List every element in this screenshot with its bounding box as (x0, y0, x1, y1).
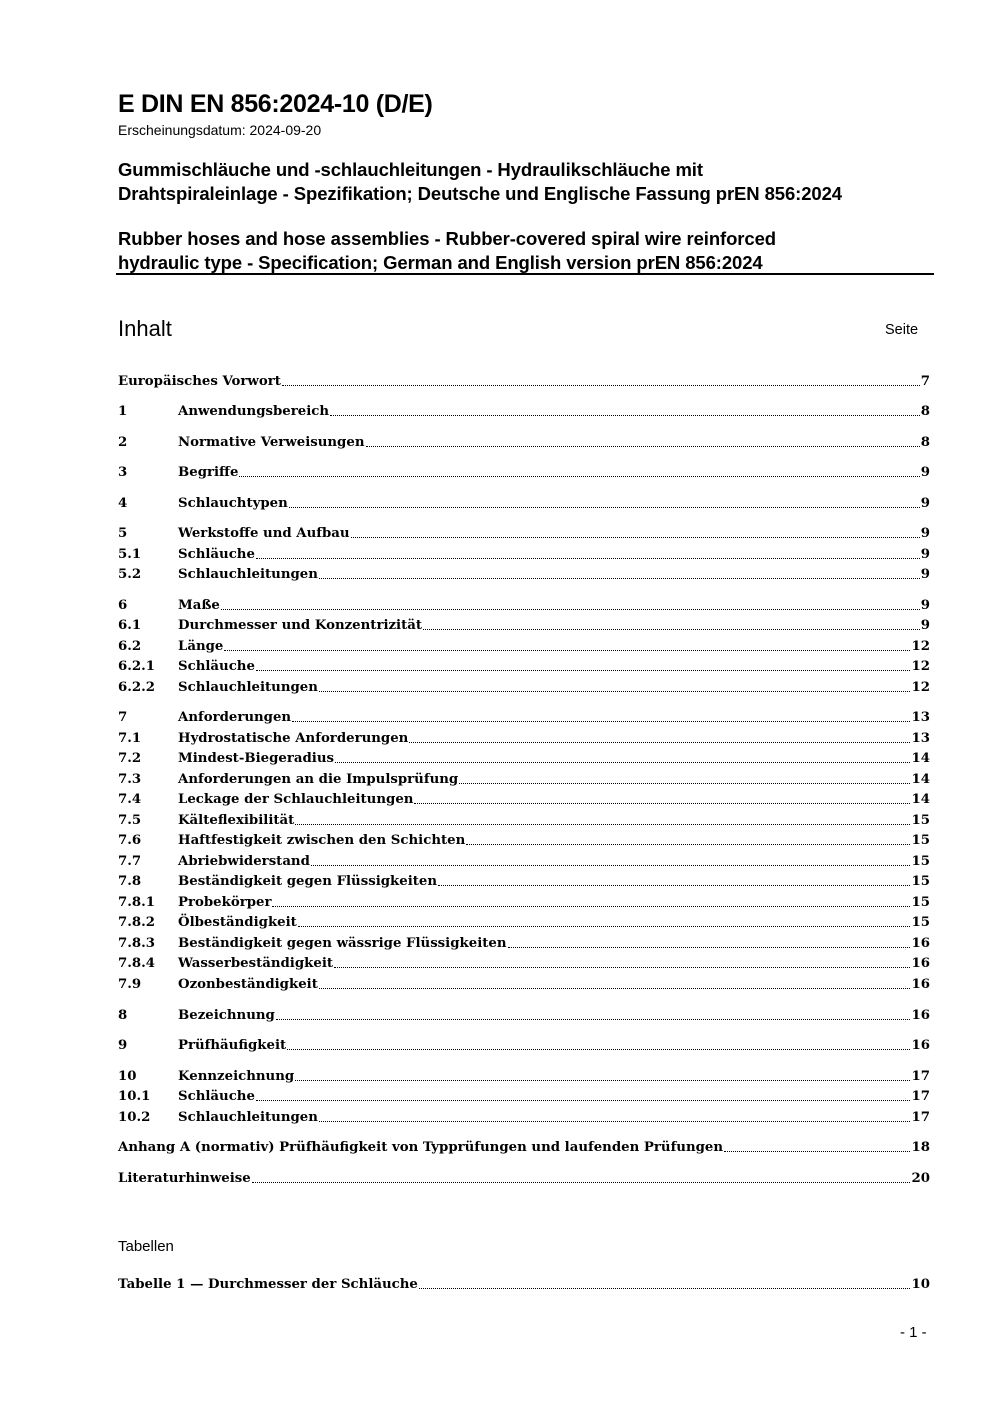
toc-entry-number: 6.2 (118, 639, 142, 654)
toc-entry-page: 16 (911, 956, 930, 971)
table-list-entry[interactable] (118, 1275, 930, 1294)
toc-entry-page: 7 (920, 374, 930, 389)
toc-entry-page: 9 (920, 618, 930, 633)
toc-entry-page: 9 (920, 547, 930, 562)
toc-entry-page: 9 (920, 465, 930, 480)
toc-entry-title: Normative Verweisungen (178, 435, 365, 450)
toc-entry-title: Hydrostatische Anforderungen (178, 731, 409, 746)
toc-dot-leader (272, 905, 910, 907)
toc-entry-number: 7.8.4 (118, 956, 156, 971)
toc-entry-number: 7.6 (118, 833, 142, 848)
toc-entry[interactable] (118, 954, 930, 973)
toc-entry-number: 7.8 (118, 874, 142, 889)
toc-dot-leader (319, 1120, 911, 1122)
toc-entry-number: 10.1 (118, 1089, 151, 1104)
toc-entry-number: 10.2 (118, 1110, 151, 1125)
toc-dot-leader (319, 577, 920, 579)
toc-dot-leader (414, 802, 910, 804)
toc-entry[interactable] (118, 463, 930, 482)
toc-dot-leader (419, 1287, 911, 1289)
toc-entry-number: 7.8.3 (118, 936, 156, 951)
toc-entry-number: 7.5 (118, 813, 142, 828)
toc-entry-title: Wasserbeständigkeit (178, 956, 334, 971)
toc-entry[interactable] (118, 893, 930, 912)
toc-entry[interactable] (118, 852, 930, 871)
toc-entry-title: Schlauchleitungen (178, 680, 318, 695)
toc-entry[interactable] (118, 1138, 930, 1157)
toc-entry-title: Schlauchleitungen (178, 567, 318, 582)
toc-dot-leader (438, 884, 910, 886)
toc-dot-leader (724, 1150, 910, 1152)
toc-dot-leader (276, 1018, 911, 1020)
title-de-line-2: Drahtspiraleinlage - Spezifikation; Deutsche und Englische Fassung prEN 856:2024 (118, 183, 842, 204)
toc-entry[interactable] (118, 913, 930, 932)
publication-date: Erscheinungsdatum: 2024-09-20 (118, 122, 322, 138)
toc-entry[interactable] (118, 565, 930, 584)
toc-dot-leader (282, 384, 920, 386)
title-divider (116, 273, 934, 275)
toc-entry-title: Tabelle 1 — Durchmesser der Schläuche (118, 1277, 418, 1292)
toc-entry-page: 20 (911, 1171, 930, 1186)
toc-entry[interactable] (118, 729, 930, 748)
toc-dot-leader (295, 1079, 910, 1081)
toc-entry-title: Länge (178, 639, 224, 654)
toc-entry[interactable] (118, 637, 930, 656)
toc-entry[interactable] (118, 494, 930, 513)
toc-dot-leader (256, 557, 920, 559)
toc-entry-title: Prüfhäufigkeit (178, 1038, 287, 1053)
toc-entry-number: 6.1 (118, 618, 142, 633)
toc-dot-leader (335, 761, 911, 763)
toc-dot-leader (330, 414, 920, 416)
toc-entry-number: 5.1 (118, 547, 142, 562)
toc-entry[interactable] (118, 596, 930, 615)
toc-entry-number: 7.3 (118, 772, 142, 787)
toc-entry[interactable] (118, 616, 930, 635)
toc-entry-title: Anwendungsbereich (178, 404, 330, 419)
toc-entry-title: Kennzeichnung (178, 1069, 295, 1084)
toc-entry-title: Mindest-Biegeradius (178, 751, 334, 766)
toc-entry-number: 5.2 (118, 567, 142, 582)
toc-entry[interactable] (118, 657, 930, 676)
tables-heading: Tabellen (118, 1238, 174, 1255)
toc-dot-leader (508, 946, 911, 948)
toc-entry-number: 6.2.2 (118, 680, 156, 695)
toc-entry-title: Leckage der Schlauchleitungen (178, 792, 414, 807)
toc-entry-page: 16 (911, 1038, 930, 1053)
toc-entry-page: 9 (920, 526, 930, 541)
toc-entry[interactable] (118, 678, 930, 697)
toc-entry-title: Kälteflexibilität (178, 813, 295, 828)
toc-entry-number: 7 (118, 710, 128, 725)
toc-dot-leader (311, 864, 911, 866)
toc-entry-page: 16 (911, 936, 930, 951)
toc-heading: Inhalt (118, 316, 172, 341)
toc-entry[interactable] (118, 975, 930, 994)
document-id: E DIN EN 856:2024-10 (D/E) (118, 90, 433, 118)
page-number: - 1 - (900, 1324, 927, 1341)
toc-entry-title: Schlauchleitungen (178, 1110, 318, 1125)
toc-entry[interactable] (118, 811, 930, 830)
toc-entry-page: 15 (911, 895, 930, 910)
toc-entry-page: 9 (920, 496, 930, 511)
toc-dot-leader (239, 475, 919, 477)
toc-entry-page: 15 (911, 813, 930, 828)
toc-dot-leader (334, 966, 910, 968)
toc-entry-title: Anhang A (normativ) Prüfhäufigkeit von Typprüfungen und laufenden Prüfungen (118, 1140, 724, 1155)
toc-dot-leader (289, 506, 920, 508)
toc-entry-number: 7.7 (118, 854, 142, 869)
toc-entry-page: 17 (911, 1089, 930, 1104)
toc-dot-leader (292, 720, 910, 722)
toc-dot-leader (459, 782, 910, 784)
toc-entry[interactable] (118, 1108, 930, 1127)
toc-entry-number: 10 (118, 1069, 137, 1084)
toc-entry-title: Probekörper (178, 895, 272, 910)
toc-entry[interactable] (118, 545, 930, 564)
toc-dot-leader (319, 690, 911, 692)
toc-entry-title: Maße (178, 598, 220, 613)
toc-entry[interactable] (118, 1169, 930, 1188)
toc-entry-page: 18 (911, 1140, 930, 1155)
toc-entry-number: 7.8.1 (118, 895, 156, 910)
toc-entry-title: Anforderungen (178, 710, 292, 725)
toc-entry-number: 6.2.1 (118, 659, 156, 674)
toc-entry-title: Schläuche (178, 547, 255, 562)
toc-entry-number: 8 (118, 1008, 128, 1023)
toc-entry-title: Durchmesser und Konzentrizität (178, 618, 423, 633)
toc-entry-number: 7.8.2 (118, 915, 156, 930)
title-en-line-1: Rubber hoses and hose assemblies - Rubber-covered spiral wire reinforced (118, 228, 776, 249)
toc-entry-number: 4 (118, 496, 128, 511)
toc-entry[interactable] (118, 524, 930, 543)
toc-entry-page: 8 (920, 404, 930, 419)
toc-entry-title: Literaturhinweise (118, 1171, 251, 1186)
toc-entry-title: Werkstoffe und Aufbau (178, 526, 350, 541)
toc-dot-leader (252, 1181, 911, 1183)
toc-dot-leader (221, 608, 920, 610)
toc-entry-page: 17 (911, 1110, 930, 1125)
toc-entry-title: Ozonbeständigkeit (178, 977, 318, 992)
toc-dot-leader (466, 843, 910, 845)
toc-entry-page: 15 (911, 854, 930, 869)
toc-entry-page: 14 (911, 792, 930, 807)
toc-page-label: Seite (885, 322, 919, 338)
toc-dot-leader (319, 987, 911, 989)
toc-entry-title: Beständigkeit gegen Flüssigkeiten (178, 874, 438, 889)
toc-entry[interactable] (118, 872, 930, 891)
toc-entry-page: 14 (911, 772, 930, 787)
toc-entry-page: 12 (911, 659, 930, 674)
toc-entry-page: 10 (911, 1277, 930, 1292)
toc-entry-page: 13 (911, 710, 930, 725)
toc-dot-leader (224, 649, 910, 651)
toc-entry-title: Ölbeständigkeit (178, 915, 297, 930)
toc-entry[interactable] (118, 1087, 930, 1106)
toc-entry[interactable] (118, 372, 930, 391)
toc-entry-page: 15 (911, 915, 930, 930)
toc-dot-leader (298, 925, 911, 927)
toc-entry-title: Bezeichnung (178, 1008, 275, 1023)
toc-entry[interactable] (118, 1036, 930, 1055)
title-en-line-2: hydraulic type - Specification; German and English version prEN 856:2024 (118, 252, 763, 273)
toc-entry[interactable] (118, 934, 930, 953)
toc-entry[interactable] (118, 749, 930, 768)
toc-dot-leader (256, 669, 911, 671)
toc-entry-number: 2 (118, 435, 128, 450)
toc-dot-leader (351, 536, 920, 538)
toc-entry-title: Abriebwiderstand (178, 854, 310, 869)
toc-entry-number: 5 (118, 526, 128, 541)
toc-entry-page: 15 (911, 833, 930, 848)
toc-entry-title: Schlauchtypen (178, 496, 288, 511)
toc-entry-number: 1 (118, 404, 128, 419)
toc-entry[interactable] (118, 831, 930, 850)
toc-entry-number: 7.9 (118, 977, 142, 992)
toc-entry-number: 6 (118, 598, 128, 613)
toc-dot-leader (423, 628, 920, 630)
toc-entry[interactable] (118, 402, 930, 421)
toc-entry-page: 14 (911, 751, 930, 766)
toc-entry-title: Schläuche (178, 1089, 255, 1104)
toc-entry[interactable] (118, 708, 930, 727)
toc-entry[interactable] (118, 770, 930, 789)
toc-entry-title: Europäisches Vorwort (118, 374, 281, 389)
toc-entry[interactable] (118, 433, 930, 452)
toc-entry[interactable] (118, 790, 930, 809)
toc-entry-page: 16 (911, 977, 930, 992)
toc-dot-leader (295, 823, 910, 825)
toc-entry[interactable] (118, 1067, 930, 1086)
toc-dot-leader (287, 1048, 910, 1050)
toc-entry-number: 7.1 (118, 731, 142, 746)
toc-entry-page: 16 (911, 1008, 930, 1023)
title-de-line-1: Gummischläuche und -schlauchleitungen - Hydraulikschläuche mit (118, 159, 703, 180)
toc-entry-page: 13 (911, 731, 930, 746)
toc-dot-leader (366, 445, 920, 447)
toc-dot-leader (256, 1099, 911, 1101)
toc-entry-number: 9 (118, 1038, 128, 1053)
toc-entry-number: 3 (118, 465, 128, 480)
toc-entry-page: 8 (920, 435, 930, 450)
toc-entry-title: Anforderungen an die Impulsprüfung (178, 772, 459, 787)
toc-entry-title: Haftfestigkeit zwischen den Schichten (178, 833, 466, 848)
toc-entry-page: 17 (911, 1069, 930, 1084)
toc-entry-page: 9 (920, 598, 930, 613)
toc-entry[interactable] (118, 1006, 930, 1025)
toc-entry-title: Schläuche (178, 659, 255, 674)
toc-entry-number: 7.2 (118, 751, 142, 766)
toc-entry-title: Beständigkeit gegen wässrige Flüssigkeiten (178, 936, 507, 951)
toc-dot-leader (409, 741, 910, 743)
toc-entry-number: 7.4 (118, 792, 142, 807)
toc-entry-title: Begriffe (178, 465, 239, 480)
toc-entry-page: 9 (920, 567, 930, 582)
toc-entry-page: 15 (911, 874, 930, 889)
toc-entry-page: 12 (911, 680, 930, 695)
toc-entry-page: 12 (911, 639, 930, 654)
